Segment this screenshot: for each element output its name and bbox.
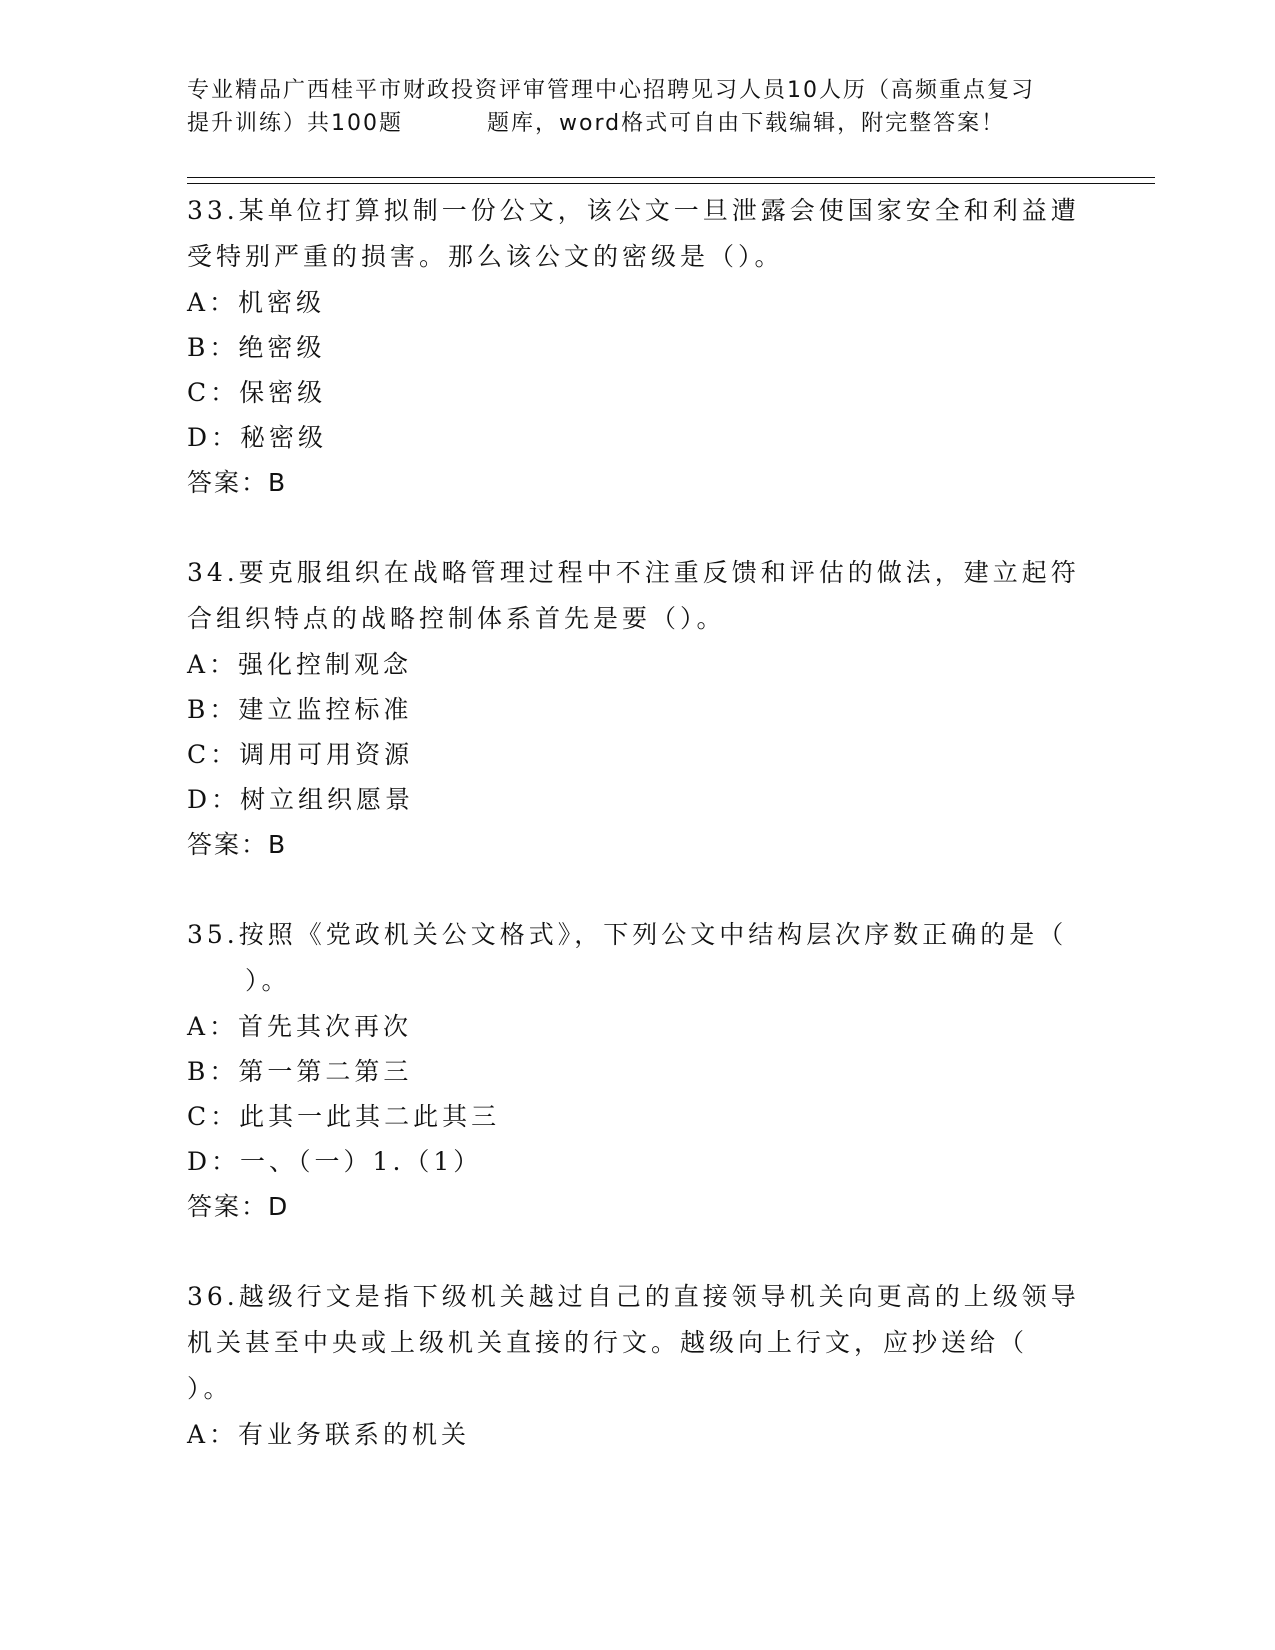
question-stem-line: 34.要克服组织在战略管理过程中不注重反馈和评估的做法，建立起符	[187, 558, 1080, 587]
question-35	[187, 912, 1087, 1230]
question-stem-line: ）。	[187, 966, 291, 995]
header-divider-bottom	[187, 183, 1155, 184]
option-b: B：第一第二第三	[187, 1057, 413, 1086]
option-b: B：绝密级	[187, 333, 326, 362]
answer-line: 答案：D	[187, 1192, 290, 1221]
option-c: C：调用可用资源	[187, 740, 414, 769]
answer-line: 答案：B	[187, 468, 288, 497]
answer-line: 答案：B	[187, 830, 288, 859]
question-stem-line: 机关甚至中央或上级机关直接的行文。越级向上行文，应抄送给（	[187, 1328, 1029, 1357]
question-stem-line: 合组织特点的战略控制体系首先是要（）。	[187, 604, 726, 633]
question-34	[187, 550, 1087, 868]
question-stem-line: 35.按照《党政机关公文格式》，下列公文中结构层次序数正确的是（	[187, 920, 1068, 949]
header-divider-top	[187, 177, 1155, 178]
question-33	[187, 188, 1087, 506]
option-d: D：秘密级	[187, 423, 328, 452]
question-list	[187, 188, 1087, 1501]
option-b: B：建立监控标准	[187, 695, 413, 724]
option-a: A：强化控制观念	[187, 650, 413, 679]
option-a: A：机密级	[187, 288, 326, 317]
header-title-line-1: 专业精品广西桂平市财政投资评审管理中心招聘见习人员10人历（高频重点复习	[187, 78, 1035, 103]
header-title-line-2-part-2: 题库，word格式可自由下载编辑，附完整答案！	[487, 111, 1006, 136]
document-header	[187, 74, 1087, 140]
question-stem-line: 33.某单位打算拟制一份公文，该公文一旦泄露会使国家安全和利益遭	[187, 196, 1080, 225]
question-stem-line: 受特别严重的损害。那么该公文的密级是（）。	[187, 242, 784, 271]
question-stem-line: ）。	[187, 1374, 233, 1403]
header-title-line-2	[187, 107, 1087, 140]
question-stem-line: 36.越级行文是指下级机关越过自己的直接领导机关向更高的上级领导	[187, 1282, 1080, 1311]
option-c: C：保密级	[187, 378, 327, 407]
option-a: A：首先其次再次	[187, 1012, 413, 1041]
option-d: D：树立组织愿景	[187, 785, 415, 814]
option-d: D：一、（一）1.（1）	[187, 1147, 483, 1176]
option-c: C：此其一此其二此其三	[187, 1102, 501, 1131]
header-title-line-2-part-1: 提升训练）共100题	[187, 111, 403, 136]
question-36	[187, 1274, 1087, 1457]
option-a: A：有业务联系的机关	[187, 1420, 471, 1449]
